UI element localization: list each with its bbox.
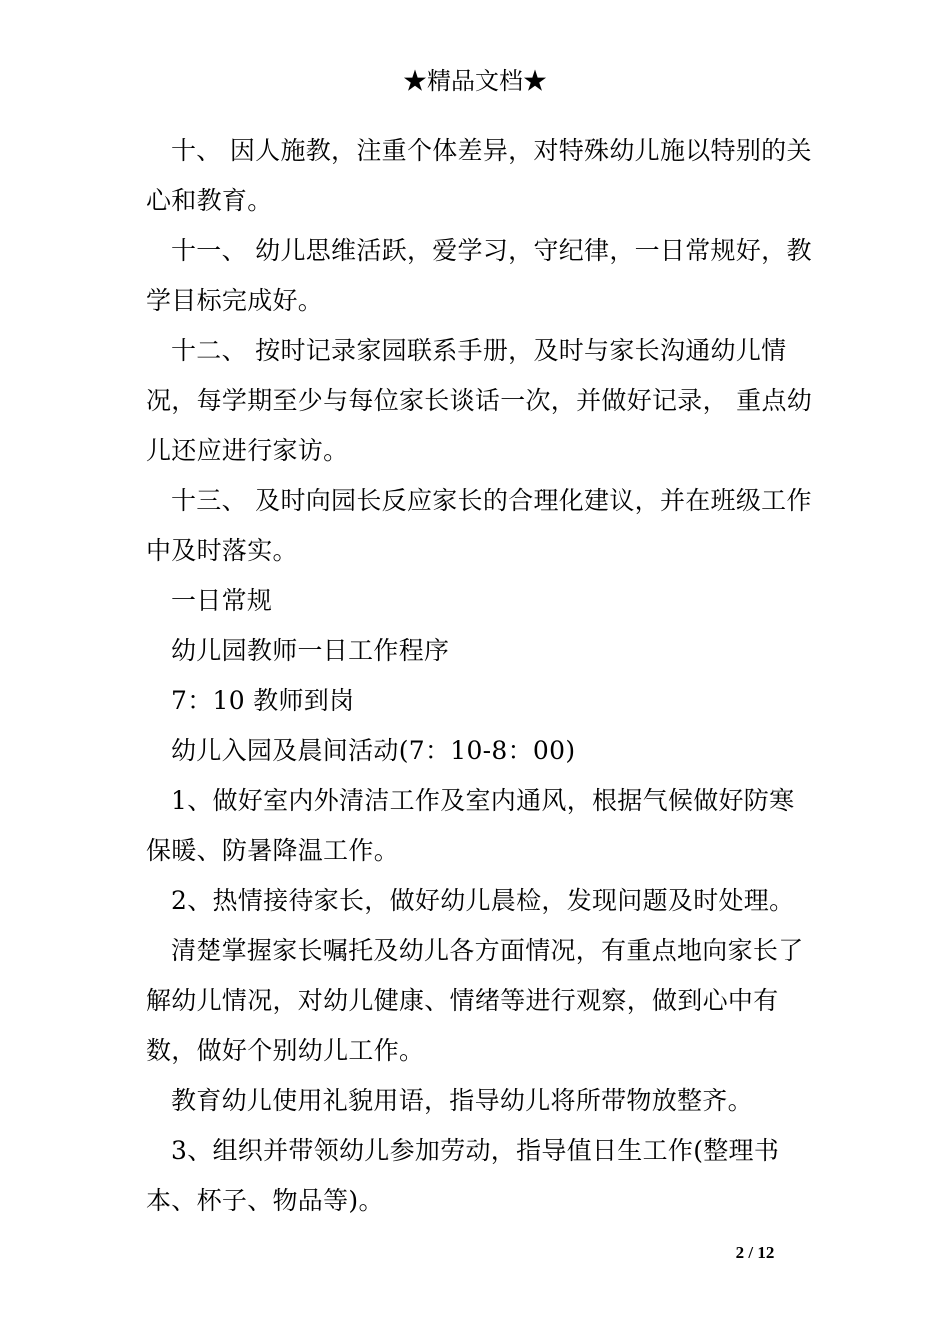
procedure-step-2: 2、热情接待家长，做好幼儿晨检，发现问题及时处理。	[171, 886, 795, 915]
procedure-note-parents: 清楚掌握家长嘱托及幼儿各方面情况，有重点地向家长了解幼儿情况，对幼儿健康、情绪等进行观察，做到心中有数，做好个别幼儿工作。	[146, 936, 804, 1065]
section-heading-teacher-procedure: 幼儿园教师一日工作程序	[171, 636, 450, 665]
page-header	[0, 64, 950, 98]
schedule-time-arrival: 7：10 教师到岗	[171, 686, 355, 715]
procedure-step-3: 3、组织并带领幼儿参加劳动，指导值日生工作(整理书本、杯子、物品等)。	[146, 1136, 780, 1215]
page-header-title: ★精品文档★	[403, 67, 547, 95]
paragraph-item-10: 十、 因人施教，注重个体差异，对特殊幼儿施以特别的关心和教育。	[146, 136, 812, 215]
page-number-text: 2 / 12	[735, 1243, 775, 1262]
paragraph-item-12: 十二、 按时记录家园联系手册，及时与家长沟通幼儿情况，每学期至少与每位家长谈话一次，并做好记录， 重点幼儿还应进行家访。	[146, 336, 813, 465]
paragraph-item-13: 十三、 及时向园长反应家长的合理化建议，并在班级工作中及时落实。	[146, 486, 812, 565]
page-number	[700, 1241, 810, 1265]
schedule-heading-morning-activity: 幼儿入园及晨间活动(7：10-8：00)	[171, 736, 576, 765]
procedure-note-manners: 教育幼儿使用礼貌用语，指导幼儿将所带物放整齐。	[171, 1086, 753, 1115]
procedure-step-1: 1、做好室内外清洁工作及室内通风，根据气候做好防寒保暖、防暑降温工作。	[146, 786, 795, 865]
section-heading-daily-routine: 一日常规	[171, 586, 273, 615]
document-body	[146, 126, 814, 1226]
paragraph-item-11: 十一、 幼儿思维活跃，爱学习，守纪律，一日常规好，教学目标完成好。	[146, 236, 812, 315]
